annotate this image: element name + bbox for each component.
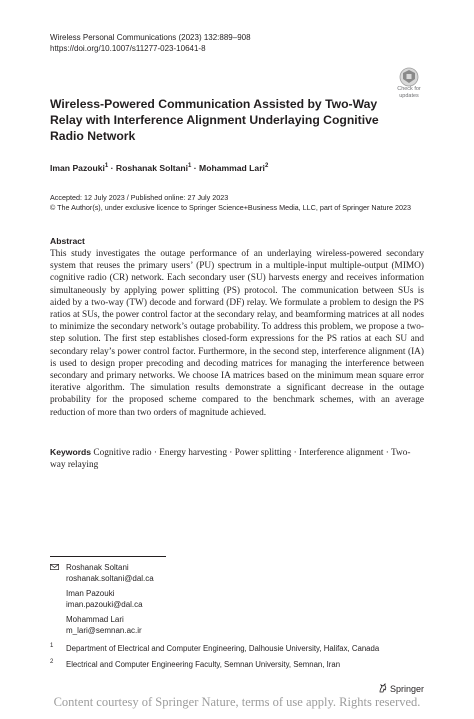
- courtesy-notice: Content courtesy of Springer Nature, terms of use apply. Rights reserved.: [53, 695, 421, 709]
- affiliation-number: 2: [50, 659, 54, 665]
- publisher-logo: [378, 683, 424, 694]
- copyright-notice: © The Author(s), under exclusive licence to Springer Science+Business Media, LLC, part of Springer Nature 2023: [50, 203, 411, 212]
- footnote-divider: [50, 556, 166, 557]
- doi-link[interactable]: https://doi.org/10.1007/s11277-023-10641-8: [50, 44, 206, 53]
- author-separator: ·: [110, 162, 114, 173]
- author-name: Iman Pazouki: [50, 162, 105, 173]
- check-for-updates-label: Check for updates: [397, 86, 421, 99]
- affiliation-text: Department of Electrical and Computer Engineering, Dalhousie University, Halifax, Canada: [66, 644, 380, 653]
- author-affiliation-ref: 1: [188, 163, 192, 169]
- author-name: Mohammad Lari: [199, 162, 265, 173]
- publication-info: [50, 193, 411, 213]
- contact-email[interactable]: m_lari@semnan.ac.ir: [66, 625, 142, 635]
- abstract-heading: Abstract: [50, 236, 85, 246]
- contact-entry: [66, 589, 143, 610]
- abstract-body: This study investigates the outage performance of an underlaying wireless-powered secondary system that reuses the primary users’ (PU) spectrum in a multiple-input multiple-output (MIMO) cognitive radio (CR) network. Each secondary user (SU) harvests energy and receives information simultaneously by applying power splitting (PS) protocol. The communication between SUs is aided by a two-way (TW) decode and forward (DF) relay. We formulate a problem to design the PS ratios at SUs, the power control factor at the secondary relay, and beamforming matrices at all nodes to minimize the secondary network’s outage probability. To address this problem, we propose a two-step solution. The first step establishes closed-form expressions for the PS ratios at each SU and secondary relay’s power control factor. Furthermore, in the second step, interference alignment (IA) is used to design proper precoding and decoding matrices for managing the interference between secondary and primary networks. We choose IA matrices based on the minimum mean square error iterative algorithm. The simulation results demonstrate a significant decrease in the outage probability for the proposed scheme compared to the benchmark schemes, with an average reduction of more than two orders of magnitude achieved.: [50, 249, 424, 418]
- contact-entry: [66, 615, 142, 636]
- contact-email[interactable]: iman.pazouki@dal.ca: [66, 599, 143, 609]
- contact-name: Mohammad Lari: [66, 615, 124, 624]
- publisher-name: Springer: [390, 684, 425, 694]
- publication-dates: Accepted: 12 July 2023 / Published online: 27 July 2023: [50, 193, 229, 202]
- article-title: Wireless-Powered Communication Assisted by Two-Way Relay with Interference Alignment Underlaying Cognitive Radio Network: [50, 97, 379, 143]
- keywords-heading: Keywords: [50, 447, 92, 457]
- author-affiliation-ref: 2: [264, 163, 269, 169]
- contact-entry: [66, 563, 154, 584]
- author-name: Roshanak Soltani: [115, 162, 189, 173]
- affiliation-text: Electrical and Computer Engineering Faculty, Semnan University, Semnan, Iran: [66, 660, 341, 669]
- author-list: [50, 160, 268, 174]
- journal-citation: Wireless Personal Communications (2023) 132:889–908: [50, 33, 251, 42]
- author-affiliation-ref: 1: [104, 163, 109, 169]
- keywords-section: [50, 446, 424, 471]
- springer-horse-icon: [378, 683, 388, 693]
- affiliation-number: 1: [50, 643, 54, 649]
- contact-email[interactable]: roshanak.soltani@dal.ca: [66, 573, 154, 583]
- keywords-list: Cognitive radio · Energy harvesting · Power splitting · Interference alignment · Two-way relaying: [50, 448, 411, 471]
- envelope-icon: [50, 564, 59, 570]
- journal-header: [50, 32, 251, 54]
- contact-name: Iman Pazouki: [66, 589, 115, 598]
- contact-name: Roshanak Soltani: [66, 563, 129, 572]
- author-separator: ·: [193, 162, 197, 173]
